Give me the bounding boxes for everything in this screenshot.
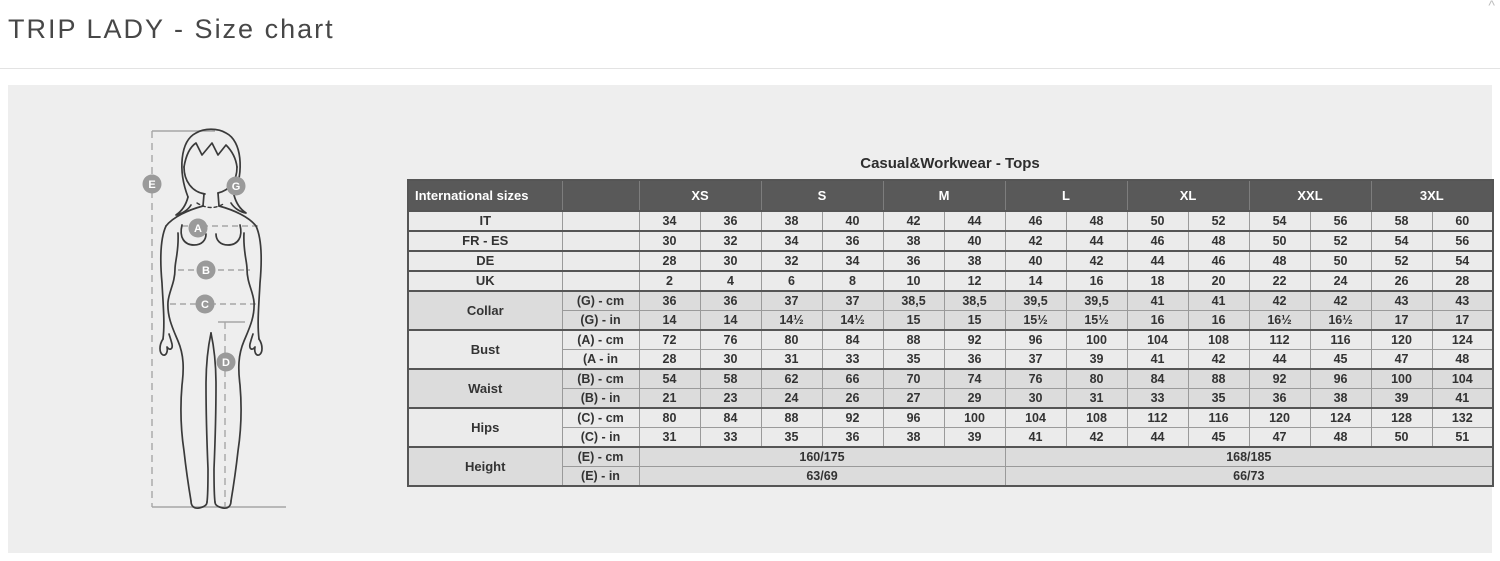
- size-value: 100: [1371, 369, 1432, 389]
- size-value: 39,5: [1066, 291, 1127, 311]
- unit-label: (A - in: [562, 350, 639, 370]
- size-value: 46: [1127, 231, 1188, 251]
- size-value: 38: [1310, 389, 1371, 409]
- measurement-lines: [152, 131, 286, 507]
- size-value: 70: [883, 369, 944, 389]
- size-value: 21: [639, 389, 700, 409]
- size-value: 37: [761, 291, 822, 311]
- size-value: 36: [639, 291, 700, 311]
- content-panel: [8, 85, 1492, 553]
- size-value: 160/175: [639, 447, 1005, 467]
- size-col-header-3xl: 3XL: [1371, 180, 1493, 211]
- size-col-header-m: M: [883, 180, 1005, 211]
- size-value: 92: [822, 408, 883, 428]
- measurement-badge-g: [227, 177, 246, 196]
- size-value: 33: [700, 428, 761, 448]
- table-row: [408, 291, 1493, 311]
- size-value: 15½: [1005, 311, 1066, 331]
- measurement-badge-b: [197, 261, 216, 280]
- size-value: 104: [1005, 408, 1066, 428]
- unit-label: (B) - in: [562, 389, 639, 409]
- figure-svg: [118, 93, 350, 537]
- size-value: 31: [761, 350, 822, 370]
- size-value: 24: [1310, 271, 1371, 291]
- row-label-bust: Bust: [408, 330, 562, 369]
- size-value: 56: [1432, 231, 1493, 251]
- size-value: 36: [700, 291, 761, 311]
- female-figure-outline-icon: [160, 129, 262, 508]
- size-value: 54: [639, 369, 700, 389]
- row-label-de: DE: [408, 251, 562, 271]
- size-value: 35: [761, 428, 822, 448]
- row-label-uk: UK: [408, 271, 562, 291]
- size-value: 42: [1310, 291, 1371, 311]
- size-value: 36: [1249, 389, 1310, 409]
- size-value: 42: [1188, 350, 1249, 370]
- size-value: 14: [639, 311, 700, 331]
- size-value: 8: [822, 271, 883, 291]
- size-value: 16: [1188, 311, 1249, 331]
- size-value: 66: [822, 369, 883, 389]
- table-row: [408, 408, 1493, 428]
- size-value: 52: [1310, 231, 1371, 251]
- size-value: 26: [1371, 271, 1432, 291]
- size-value: 34: [822, 251, 883, 271]
- measurement-badge-d: [217, 353, 236, 372]
- size-value: 39,5: [1005, 291, 1066, 311]
- size-value: 32: [700, 231, 761, 251]
- size-value: 39: [1371, 389, 1432, 409]
- size-value: 15½: [1066, 311, 1127, 331]
- size-value: 35: [883, 350, 944, 370]
- measurement-badge-c: [196, 295, 215, 314]
- size-col-header-s: S: [761, 180, 883, 211]
- size-value: 51: [1432, 428, 1493, 448]
- size-value: 38: [883, 428, 944, 448]
- size-value: 52: [1188, 211, 1249, 231]
- svg-text:B: B: [202, 265, 210, 277]
- size-value: 124: [1310, 408, 1371, 428]
- size-value: 62: [761, 369, 822, 389]
- size-value: 50: [1310, 251, 1371, 271]
- size-value: 43: [1371, 291, 1432, 311]
- size-value: 42: [1066, 428, 1127, 448]
- size-value: 92: [944, 330, 1005, 350]
- size-value: 42: [1005, 231, 1066, 251]
- measurement-badge-a: [189, 219, 208, 238]
- table-title: Casual&Workwear - Tops: [860, 155, 1040, 172]
- size-value: 58: [1371, 211, 1432, 231]
- table-row: [408, 271, 1493, 291]
- size-value: 50: [1249, 231, 1310, 251]
- row-label-collar: Collar: [408, 291, 562, 330]
- size-value: 44: [1127, 428, 1188, 448]
- size-value: 28: [639, 350, 700, 370]
- page-title: TRIP LADY - Size chart: [8, 14, 335, 44]
- unit-label: (E) - in: [562, 467, 639, 487]
- size-value: 108: [1188, 330, 1249, 350]
- size-value: 56: [1310, 211, 1371, 231]
- unit-label: [562, 271, 639, 291]
- size-value: 37: [1005, 350, 1066, 370]
- size-value: 14½: [761, 311, 822, 331]
- size-value: 88: [761, 408, 822, 428]
- size-value: 20: [1188, 271, 1249, 291]
- size-col-header-l: L: [1005, 180, 1127, 211]
- size-value: 124: [1432, 330, 1493, 350]
- unit-label: [562, 251, 639, 271]
- size-value: 52: [1371, 251, 1432, 271]
- size-value: 128: [1371, 408, 1432, 428]
- row-label-fr-es: FR - ES: [408, 231, 562, 251]
- size-value: 14: [700, 311, 761, 331]
- size-value: 37: [822, 291, 883, 311]
- size-value: 36: [822, 231, 883, 251]
- size-value: 58: [700, 369, 761, 389]
- size-value: 100: [1066, 330, 1127, 350]
- unit-label: (B) - cm: [562, 369, 639, 389]
- size-value: 30: [700, 251, 761, 271]
- size-value: 104: [1432, 369, 1493, 389]
- size-value: 15: [883, 311, 944, 331]
- size-value: 46: [1188, 251, 1249, 271]
- size-value: 88: [1188, 369, 1249, 389]
- size-value: 44: [1127, 251, 1188, 271]
- size-value: 80: [1066, 369, 1127, 389]
- svg-text:C: C: [201, 299, 209, 311]
- size-value: 84: [822, 330, 883, 350]
- size-value: 40: [1005, 251, 1066, 271]
- size-value: 116: [1188, 408, 1249, 428]
- size-value: 41: [1005, 428, 1066, 448]
- table-row: [408, 389, 1493, 409]
- size-value: 40: [822, 211, 883, 231]
- size-col-header-xl: XL: [1127, 180, 1249, 211]
- body-measurement-diagram: [118, 93, 350, 537]
- size-value: 96: [883, 408, 944, 428]
- size-value: 84: [700, 408, 761, 428]
- table-row: [408, 428, 1493, 448]
- size-value: 33: [1127, 389, 1188, 409]
- size-value: 112: [1127, 408, 1188, 428]
- size-value: 108: [1066, 408, 1127, 428]
- size-value: 32: [761, 251, 822, 271]
- topbar: [0, 0, 1500, 69]
- size-value: 31: [639, 428, 700, 448]
- unit-label: [562, 231, 639, 251]
- table-row: [408, 330, 1493, 350]
- table-row: [408, 467, 1493, 487]
- size-value: 39: [1066, 350, 1127, 370]
- row-label-hips: Hips: [408, 408, 562, 447]
- size-value: 40: [944, 231, 1005, 251]
- size-value: 16½: [1310, 311, 1371, 331]
- size-value: 16½: [1249, 311, 1310, 331]
- size-value: 100: [944, 408, 1005, 428]
- size-value: 74: [944, 369, 1005, 389]
- size-value: 31: [1066, 389, 1127, 409]
- size-value: 45: [1310, 350, 1371, 370]
- size-value: 46: [1005, 211, 1066, 231]
- size-value: 36: [944, 350, 1005, 370]
- size-value: 38: [883, 231, 944, 251]
- header-spacer: [562, 180, 639, 211]
- size-value: 54: [1432, 251, 1493, 271]
- size-value: 41: [1127, 291, 1188, 311]
- size-value: 38,5: [883, 291, 944, 311]
- row-label-it: IT: [408, 211, 562, 231]
- size-value: 168/185: [1005, 447, 1493, 467]
- size-value: 50: [1127, 211, 1188, 231]
- size-value: 116: [1310, 330, 1371, 350]
- size-value: 44: [1066, 231, 1127, 251]
- size-value: 48: [1066, 211, 1127, 231]
- size-value: 112: [1249, 330, 1310, 350]
- table-row: [408, 311, 1493, 331]
- size-value: 76: [700, 330, 761, 350]
- unit-label: (C) - in: [562, 428, 639, 448]
- size-value: 16: [1066, 271, 1127, 291]
- size-value: 34: [761, 231, 822, 251]
- size-value: 72: [639, 330, 700, 350]
- measurement-badge-e: [143, 175, 162, 194]
- size-value: 36: [700, 211, 761, 231]
- size-value: 96: [1310, 369, 1371, 389]
- size-value: 29: [944, 389, 1005, 409]
- size-value: 41: [1432, 389, 1493, 409]
- size-value: 60: [1432, 211, 1493, 231]
- size-value: 48: [1432, 350, 1493, 370]
- size-value: 66/73: [1005, 467, 1493, 487]
- row-label-height: Height: [408, 447, 562, 486]
- size-col-header-xxl: XXL: [1249, 180, 1371, 211]
- table-row: [408, 369, 1493, 389]
- size-value: 30: [700, 350, 761, 370]
- row-label-waist: Waist: [408, 369, 562, 408]
- size-value: 38: [944, 251, 1005, 271]
- size-value: 33: [822, 350, 883, 370]
- size-value: 80: [639, 408, 700, 428]
- size-value: 14: [1005, 271, 1066, 291]
- unit-label: (C) - cm: [562, 408, 639, 428]
- size-value: 30: [639, 231, 700, 251]
- size-value: 45: [1188, 428, 1249, 448]
- size-value: 43: [1432, 291, 1493, 311]
- size-value: 104: [1127, 330, 1188, 350]
- size-value: 44: [944, 211, 1005, 231]
- unit-label: (A) - cm: [562, 330, 639, 350]
- size-value: 80: [761, 330, 822, 350]
- size-value: 6: [761, 271, 822, 291]
- size-table: [407, 179, 1494, 487]
- size-value: 96: [1005, 330, 1066, 350]
- size-value: 23: [700, 389, 761, 409]
- size-value: 28: [1432, 271, 1493, 291]
- size-value: 17: [1432, 311, 1493, 331]
- size-value: 44: [1249, 350, 1310, 370]
- size-value: 48: [1188, 231, 1249, 251]
- size-value: 35: [1188, 389, 1249, 409]
- size-value: 34: [639, 211, 700, 231]
- scroll-up-icon[interactable]: ^: [1488, 0, 1495, 13]
- size-value: 26: [822, 389, 883, 409]
- table-row: [408, 447, 1493, 467]
- size-value: 16: [1127, 311, 1188, 331]
- size-value: 18: [1127, 271, 1188, 291]
- size-value: 54: [1249, 211, 1310, 231]
- unit-label: (G) - cm: [562, 291, 639, 311]
- size-value: 50: [1371, 428, 1432, 448]
- size-value: 22: [1249, 271, 1310, 291]
- size-value: 41: [1188, 291, 1249, 311]
- size-value: 63/69: [639, 467, 1005, 487]
- unit-label: (G) - in: [562, 311, 639, 331]
- size-value: 42: [883, 211, 944, 231]
- table-row: [408, 211, 1493, 231]
- size-value: 38,5: [944, 291, 1005, 311]
- size-value: 47: [1249, 428, 1310, 448]
- size-value: 36: [883, 251, 944, 271]
- size-value: 42: [1066, 251, 1127, 271]
- size-value: 54: [1371, 231, 1432, 251]
- table-row: [408, 251, 1493, 271]
- size-value: 41: [1127, 350, 1188, 370]
- size-value: 36: [822, 428, 883, 448]
- size-value: 14½: [822, 311, 883, 331]
- size-value: 2: [639, 271, 700, 291]
- size-col-header-xs: XS: [639, 180, 761, 211]
- svg-text:D: D: [222, 357, 230, 369]
- size-value: 24: [761, 389, 822, 409]
- size-value: 38: [761, 211, 822, 231]
- svg-text:G: G: [231, 181, 241, 193]
- size-value: 15: [944, 311, 1005, 331]
- size-value: 39: [944, 428, 1005, 448]
- size-value: 120: [1249, 408, 1310, 428]
- size-value: 30: [1005, 389, 1066, 409]
- size-value: 17: [1371, 311, 1432, 331]
- table-row: [408, 350, 1493, 370]
- size-value: 132: [1432, 408, 1493, 428]
- size-chart-area: [407, 155, 1493, 487]
- size-value: 47: [1371, 350, 1432, 370]
- size-value: 27: [883, 389, 944, 409]
- size-value: 88: [883, 330, 944, 350]
- svg-text:E: E: [148, 179, 156, 191]
- table-row: [408, 231, 1493, 251]
- size-value: 92: [1249, 369, 1310, 389]
- size-value: 42: [1249, 291, 1310, 311]
- size-value: 4: [700, 271, 761, 291]
- size-value: 120: [1371, 330, 1432, 350]
- unit-label: [562, 211, 639, 231]
- header-international-sizes: International sizes: [408, 180, 562, 211]
- size-value: 28: [639, 251, 700, 271]
- size-value: 12: [944, 271, 1005, 291]
- size-value: 10: [883, 271, 944, 291]
- svg-text:A: A: [194, 223, 202, 235]
- size-value: 84: [1127, 369, 1188, 389]
- size-value: 48: [1249, 251, 1310, 271]
- unit-label: (E) - cm: [562, 447, 639, 467]
- size-value: 48: [1310, 428, 1371, 448]
- size-value: 76: [1005, 369, 1066, 389]
